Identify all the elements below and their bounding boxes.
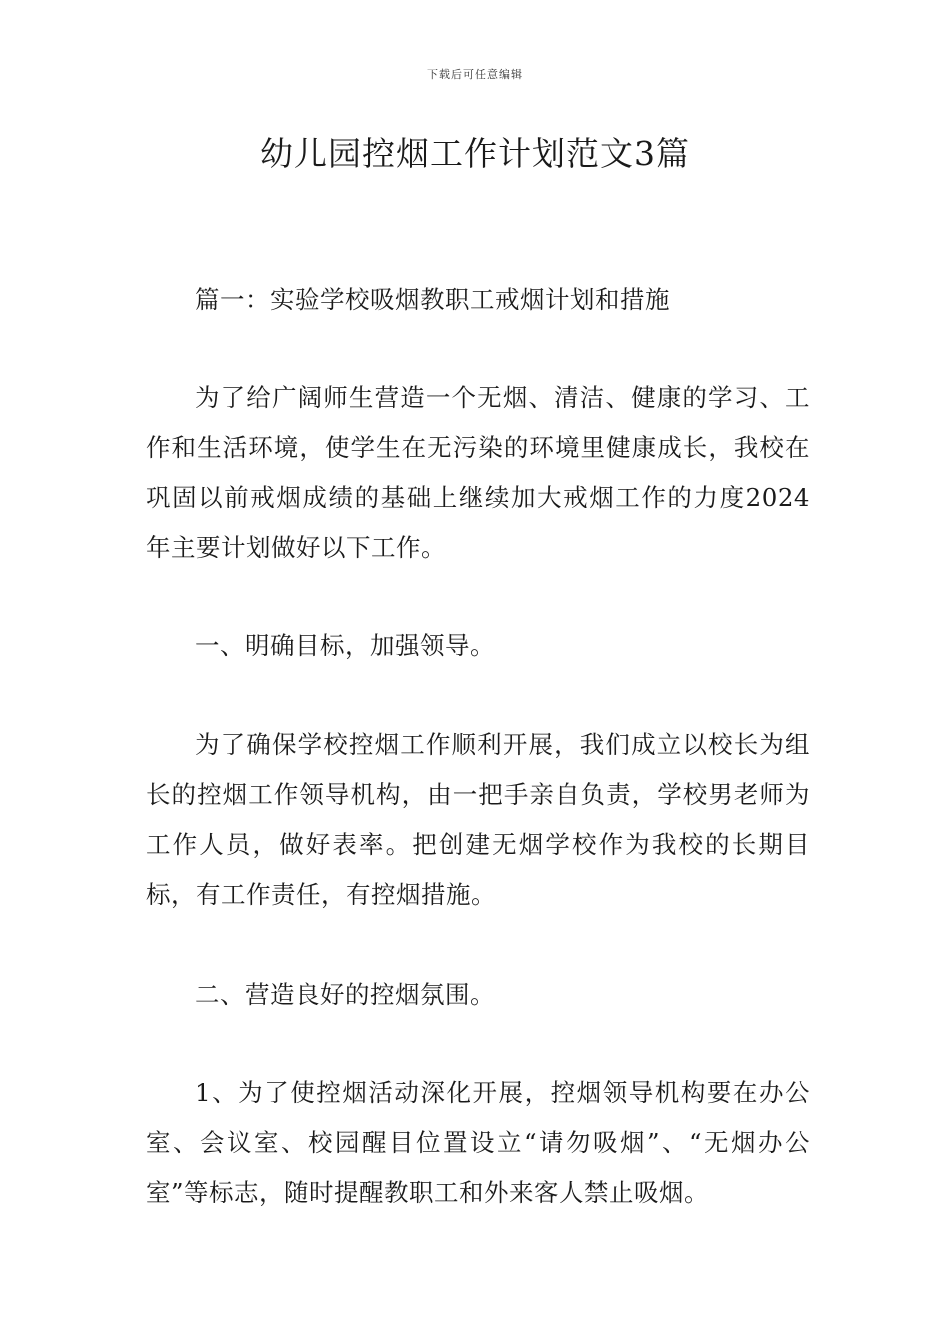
item-two-heading: 二、营造良好的控烟氛围。 xyxy=(195,980,495,1009)
intro-paragraph: 为了给广阔师生营造一个无烟、清洁、健康的学习、工作和生活环境，使学生在无污染的环境里健康成长，我校在巩固以前戒烟成绩的基础上继续加大戒烟工作的力度2024年主要计划做好以下工作。 xyxy=(146,383,810,562)
item-one-paragraph: 为了确保学校控烟工作顺利开展，我们成立以校长为组长的控烟工作领导机构，由一把手亲自负责，学校男老师为工作人员，做好表率。把创建无烟学校作为我校的长期目标，有工作责任，有控烟措施。 xyxy=(146,730,810,909)
item-one-heading: 一、明确目标，加强领导。 xyxy=(195,631,495,660)
item-two-sub-paragraph: 1、为了使控烟活动深化开展，控烟领导机构要在办公室、会议室、校园醒目位置设立“请勿吸烟”、“无烟办公室”等标志，随时提醒教职工和外来客人禁止吸烟。 xyxy=(146,1078,810,1207)
header-note: 下载后可任意编辑 xyxy=(427,68,523,81)
document-title: 幼儿园控烟工作计划范文3篇 xyxy=(260,134,690,173)
section-heading: 篇一：实验学校吸烟教职工戒烟计划和措施 xyxy=(195,285,670,314)
